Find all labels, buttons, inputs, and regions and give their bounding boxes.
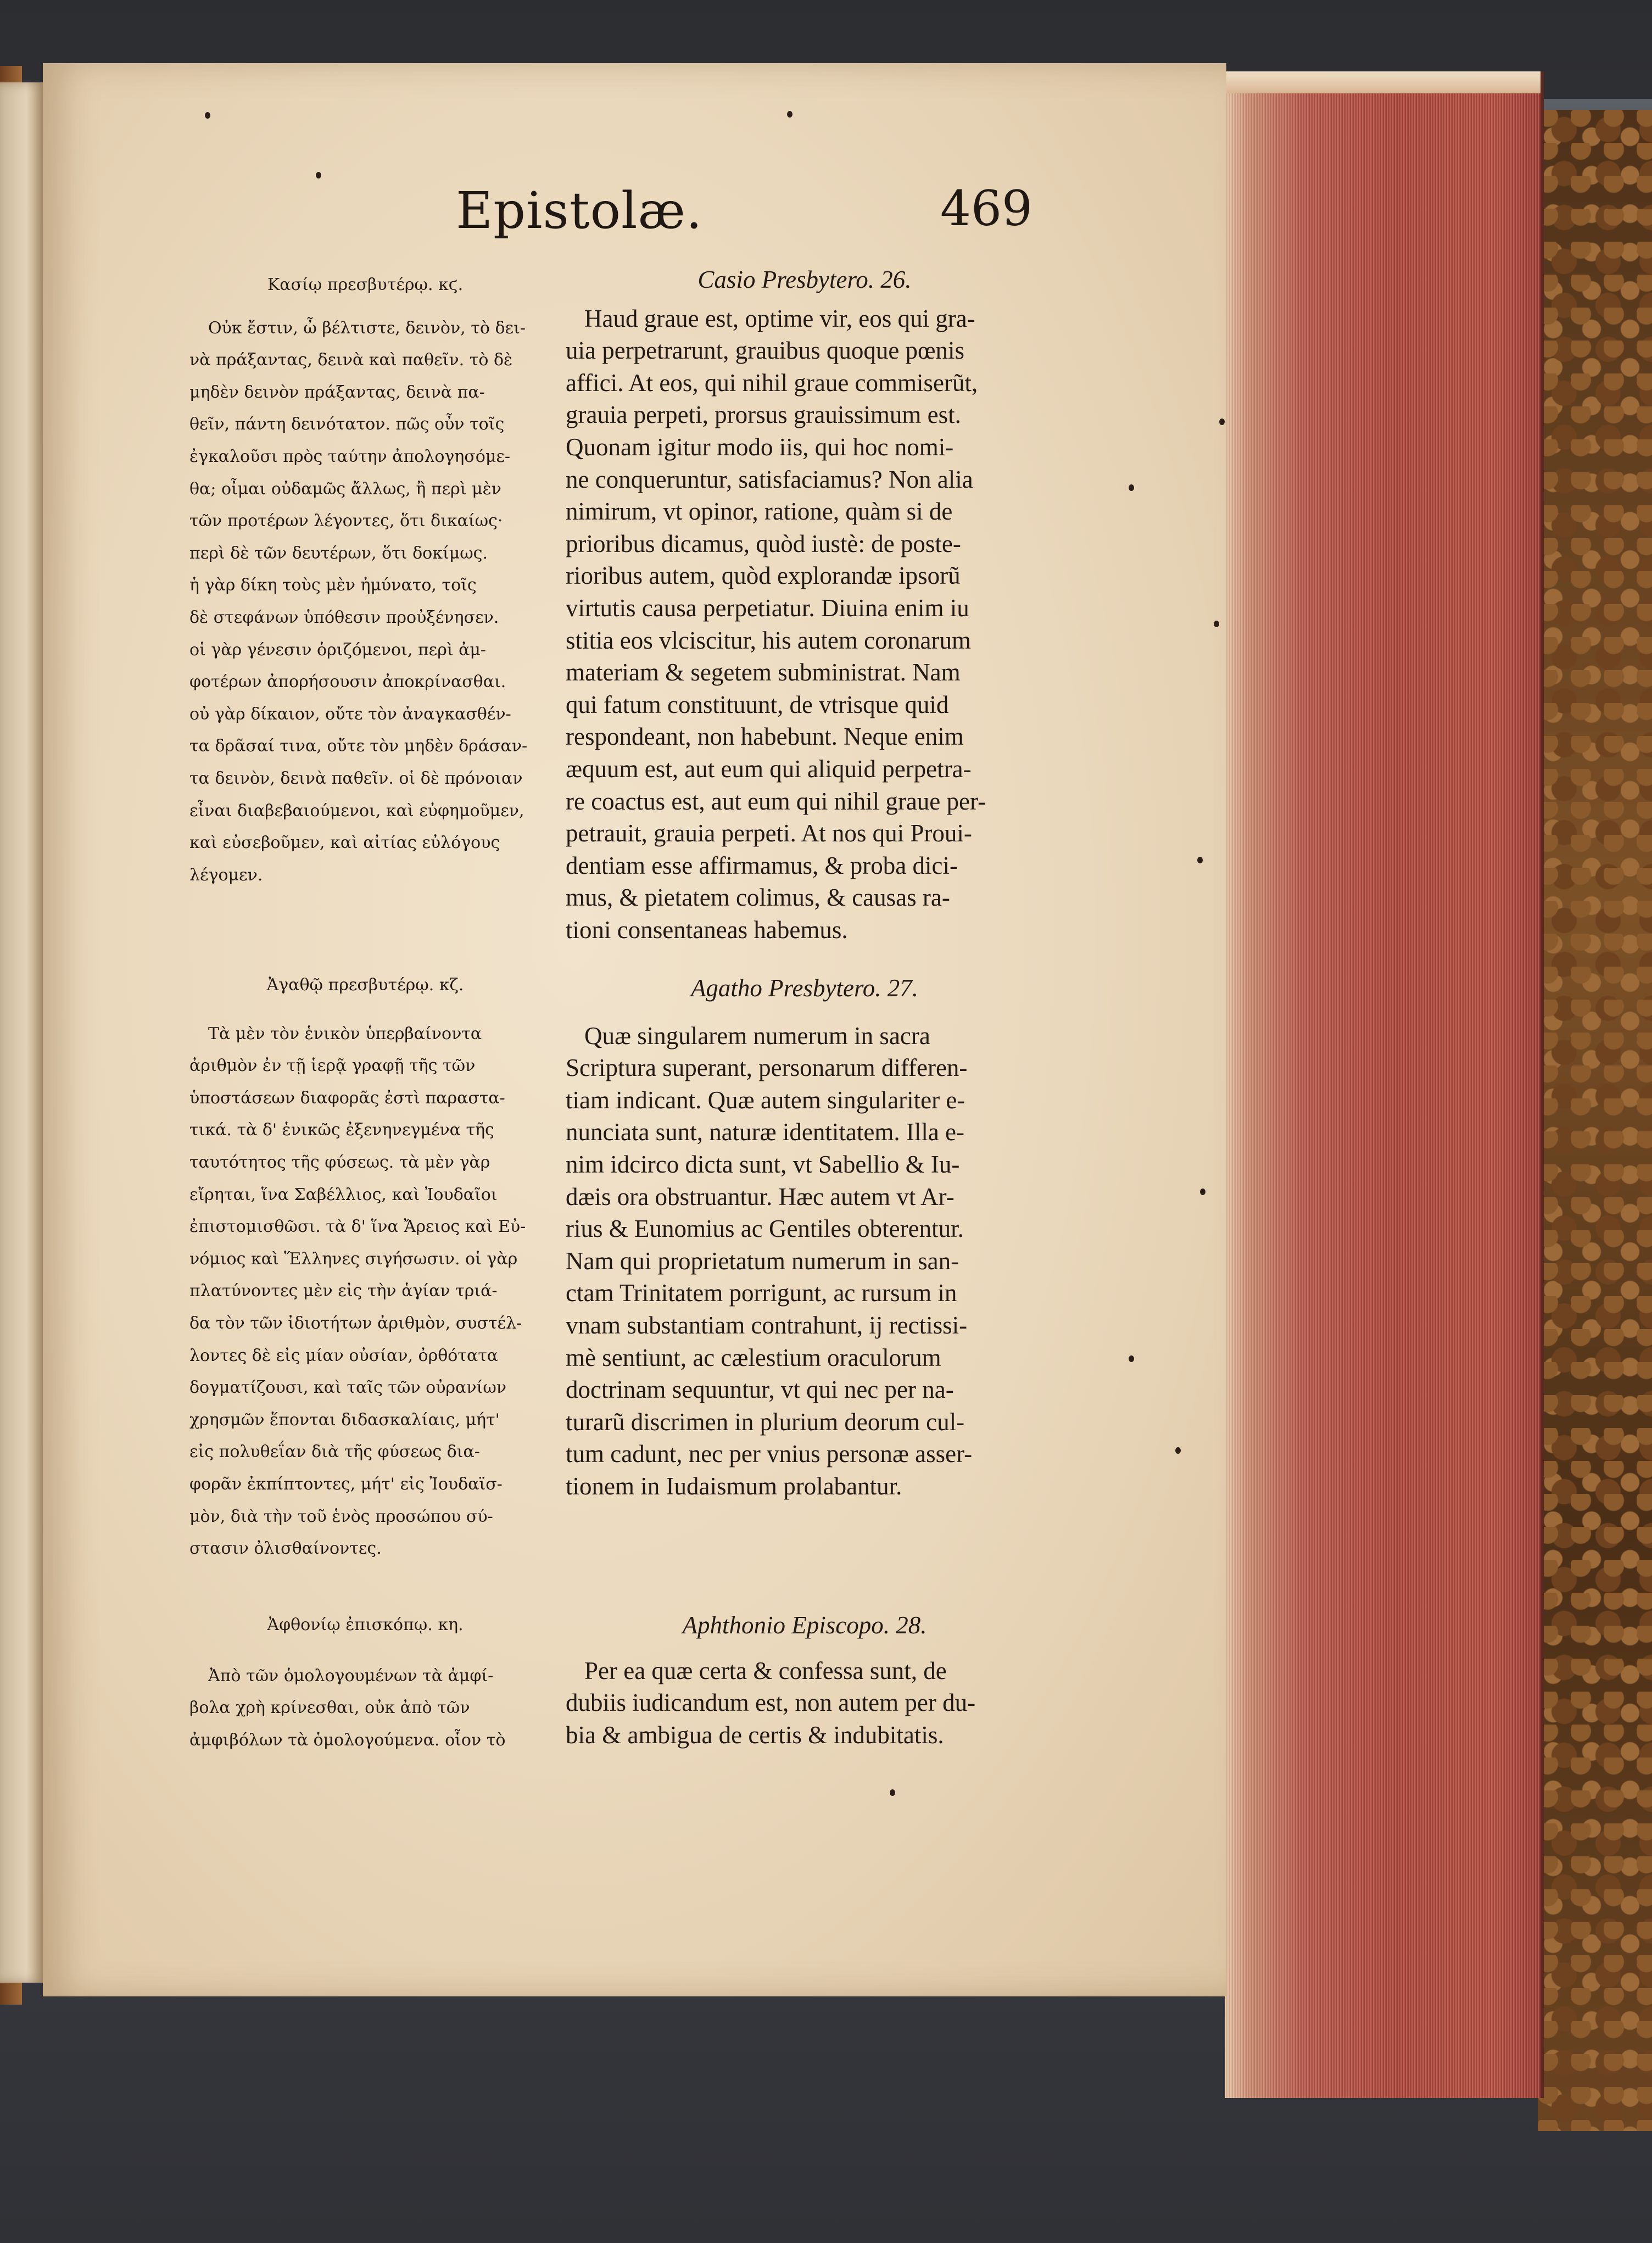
- text-line: ctam Trinitatem porrigunt, ac rursum in: [566, 1279, 957, 1307]
- text-line: dubiis iudicandum est, non autem per du-: [566, 1689, 976, 1717]
- page-number: 469: [940, 180, 1032, 237]
- text-line: βολα χρὴ κρίνεσθαι, οὐκ ἀπὸ τῶν: [189, 1698, 470, 1718]
- text-line: virtutis causa perpetiatur. Diuina enim iu: [566, 594, 969, 622]
- text-line: τα δεινὸν, δεινὰ παθεῖν. οἱ δὲ πρόνοιαν: [189, 768, 523, 788]
- text-line: τῶν προτέρων λέγοντες, ὅτι δικαίως·: [189, 511, 503, 531]
- text-line: οἱ γὰρ γένεσιν ὁριζόμενοι, περὶ ἀμ-: [189, 640, 487, 660]
- text-line: Per ea quæ certa & confessa sunt, de: [584, 1656, 947, 1684]
- text-line: λοντες δὲ εἰς μίαν οὐσίαν, ὀρθότατα: [189, 1346, 499, 1365]
- marbled-cover: [1538, 110, 1652, 2131]
- text-line: rioribus autem, quòd explorandæ ipsorũ: [566, 562, 961, 590]
- text-line: Οὐκ ἔστιν, ὦ βέλτιστε, δεινὸν, τὸ δει-: [208, 318, 526, 338]
- text-line: πλατύνοντες μὲν εἰς τὴν ἁγίαν τριά-: [189, 1281, 498, 1301]
- text-line: respondeant, non habebunt. Neque enim: [566, 723, 964, 751]
- text-line: turarũ discrimen in plurium deorum cul-: [566, 1408, 965, 1436]
- text-line: λέγομεν.: [189, 865, 263, 885]
- text-line: μηδὲν δεινὸν πράξαντας, δεινὰ πα-: [189, 382, 485, 402]
- text-line: mus, & pietatem colimus, & causas ra-: [566, 884, 950, 912]
- text-line: uia perpetrarunt, grauibus quoque pœnis: [566, 337, 965, 365]
- text-line: doctrinam sequuntur, vt qui nec per na-: [566, 1376, 954, 1404]
- text-line: bia & ambigua de certis & indubitatis.: [566, 1721, 944, 1749]
- text-line: μὸν, διὰ τὴν τοῦ ἑνὸς προσώπου σύ-: [189, 1507, 493, 1526]
- paper-speck: [1219, 419, 1225, 425]
- text-line: re coactus est, aut eum qui nihil graue per-: [566, 787, 986, 815]
- letter-heading: Ἀγαθῷ πρεσβυτέρῳ. κζ.: [266, 975, 464, 995]
- letter-heading: Agatho Presbytero. 27.: [690, 974, 919, 1002]
- paper-speck: [1175, 1447, 1181, 1454]
- text-line: rius & Eunomius ac Gentiles obterentur.: [566, 1215, 964, 1243]
- text-line: materiam & segetem subministrat. Nam: [566, 659, 961, 687]
- text-line: εἶναι διαβεβαιούμενοι, καὶ εὐφημοῦμεν,: [189, 801, 524, 821]
- page-block-top: [1225, 71, 1541, 93]
- text-line: ne conqueruntur, satisfaciamus? Non alia: [566, 465, 973, 493]
- text-line: ταυτότητος τῆς φύσεως. τὰ μὲν γὰρ: [189, 1152, 490, 1172]
- letter-heading: Κασίῳ πρεσβυτέρῳ. κϛ.: [267, 275, 464, 294]
- text-line: ἐγκαλοῦσι πρὸς ταύτην ἀπολογησόμε-: [189, 447, 511, 466]
- paper-speck: [1129, 1355, 1134, 1362]
- text-line: δα τὸν τῶν ἰδιοτήτων ἀριθμὸν, συστέλ-: [189, 1313, 522, 1333]
- letter-heading: Casio Presbytero. 26.: [697, 266, 912, 293]
- text-line: tum cadunt, nec per vnius personæ asser-: [566, 1440, 973, 1468]
- left-page-edge: [0, 82, 44, 1983]
- text-line: mè sentiunt, ac cælestium oraculorum: [566, 1343, 941, 1371]
- text-line: Ἀπὸ τῶν ὁμολογουμένων τὰ ἀμφί-: [208, 1666, 494, 1686]
- paper-speck: [1197, 857, 1203, 863]
- text-line: περὶ δὲ τῶν δευτέρων, ὅτι δοκίμως.: [189, 543, 488, 563]
- paper-speck: [1129, 484, 1134, 491]
- latin-letter-28: [566, 1609, 1043, 1751]
- text-line: qui fatum constituunt, de vtrisque quid: [566, 690, 949, 718]
- text-line: tioni consentaneas habemus.: [566, 916, 848, 944]
- text-line: Quonam igitur modo iis, qui hoc nomi-: [566, 433, 954, 461]
- greek-letter-28: [189, 1609, 541, 1756]
- text-line: grauia perpeti, prorsus grauissimum est.: [566, 401, 961, 429]
- text-line: Haud graue est, optime vir, eos qui gra-: [584, 304, 975, 332]
- text-line: ὑποστάσεων διαφορᾶς ἐστὶ παραστα-: [189, 1088, 505, 1108]
- text-line: tionem in Iudaismum prolabantur.: [566, 1472, 902, 1500]
- paper-speck: [316, 172, 321, 178]
- text-line: ἀμφιβόλων τὰ ὁμολογούμενα. οἷον τὸ: [189, 1730, 506, 1750]
- letter-heading: Ἀφθονίῳ ἐπισκόπῳ. κη.: [267, 1615, 464, 1634]
- latin-letter-26: [566, 264, 1043, 946]
- text-line: æquum est, aut eum qui aliquid perpetra-: [566, 755, 972, 783]
- text-line: Quæ singularem numerum in sacra: [584, 1022, 930, 1050]
- text-line: Scriptura superant, personarum differen-: [566, 1054, 968, 1082]
- letter-heading: Aphthonio Episcopo. 28.: [682, 1611, 927, 1639]
- text-line: dentiam esse affirmamus, & proba dici-: [566, 851, 958, 879]
- greek-letter-26: [189, 269, 541, 891]
- text-line: εἴρηται, ἵνα Σαβέλλιος, καὶ Ἰουδαῖοι: [189, 1185, 498, 1204]
- text-line: Nam qui proprietatum numerum in san-: [566, 1247, 959, 1275]
- text-line: δὲ στεφάνων ὑπόθεσιν προὐξένησεν.: [189, 607, 499, 627]
- paper-speck: [205, 112, 210, 119]
- text-line: νὰ πράξαντας, δεινὰ καὶ παθεῖν. τὸ δὲ: [189, 350, 513, 370]
- text-line: οὐ γὰρ δίκαιον, οὔτε τὸν ἀναγκασθέν-: [189, 704, 511, 724]
- text-line: τικά. τὰ δ' ἑνικῶς ἐξενηνεγμένα τῆς: [189, 1120, 494, 1140]
- text-line: θα; οἶμαι οὐδαμῶς ἄλλως, ἢ περὶ μὲν: [189, 479, 501, 499]
- text-line: Τὰ μὲν τὸν ἑνικὸν ὑπερβαίνοντα: [208, 1024, 482, 1044]
- text-line: χρησμῶν ἕπονται διδασκαλίαις, μήτ': [189, 1410, 500, 1430]
- paper-speck: [1214, 621, 1219, 627]
- text-line: petrauit, grauia perpeti. At nos qui Proui-: [566, 819, 972, 847]
- paper-speck: [1200, 1189, 1205, 1195]
- text-line: θεῖν, πάντη δεινότατον. πῶς οὖν τοῖς: [189, 415, 505, 434]
- text-line: ἀριθμὸν ἐν τῇ ἱερᾷ γραφῇ τῆς τῶν: [189, 1056, 476, 1076]
- text-line: tiam indicant. Quæ autem singulariter e-: [566, 1086, 965, 1114]
- text-line: ἐπιστομισθῶσι. τὰ δ' ἵνα Ἄρειος καὶ Εὐ-: [189, 1217, 526, 1237]
- latin-letter-27: [566, 972, 1043, 1503]
- page-block-edge: [1225, 71, 1544, 2098]
- text-line: στασιν ὀλισθαίνοντες.: [189, 1539, 382, 1559]
- text-line: καὶ εὐσεβοῦμεν, καὶ αἰτίας εὐλόγους: [189, 833, 500, 853]
- text-line: affici. At eos, qui nihil graue commiserũt,: [566, 369, 978, 397]
- text-line: ἡ γὰρ δίκη τοὺς μὲν ἠμύνατο, τοῖς: [189, 576, 477, 595]
- text-line: nimirum, vt opinor, ratione, quàm si de: [566, 498, 953, 526]
- running-head: Epistolæ.: [456, 181, 703, 240]
- text-line: prioribus dicamus, quòd iustè: de poste-: [566, 529, 961, 557]
- text-line: vnam substantiam contrahunt, ij rectissi-: [566, 1311, 968, 1339]
- text-line: nim idcirco dicta sunt, vt Sabellio & Iu-: [566, 1150, 960, 1178]
- text-line: φοτέρων ἀπορήσουσιν ἀποκρίνασθαι.: [189, 672, 506, 692]
- paper-speck: [787, 111, 792, 118]
- paper-speck: [890, 1789, 895, 1796]
- text-line: nunciata sunt, naturæ identitatem. Illa e-: [566, 1118, 965, 1146]
- text-line: εἰς πολυθεΐαν διὰ τῆς φύσεως δια-: [189, 1442, 480, 1462]
- text-line: δογματίζουσι, καὶ ταῖς τῶν οὐρανίων: [189, 1378, 507, 1398]
- text-line: νόμιος καὶ Ἕλληνες σιγήσωσιν. οἱ γὰρ: [189, 1249, 518, 1269]
- text-line: dæis ora obstruantur. Hæc autem vt Ar-: [566, 1182, 955, 1210]
- text-line: stitia eos vlciscitur, his autem coronarum: [566, 626, 972, 654]
- text-line: φορᾶν ἐκπίπτοντες, μήτ' εἰς Ἰουδαϊσ-: [189, 1474, 503, 1494]
- text-line: τα δρᾶσαί τινα, οὔτε τὸν μηδὲν δράσαν-: [189, 736, 528, 756]
- greek-letter-27: [189, 969, 541, 1565]
